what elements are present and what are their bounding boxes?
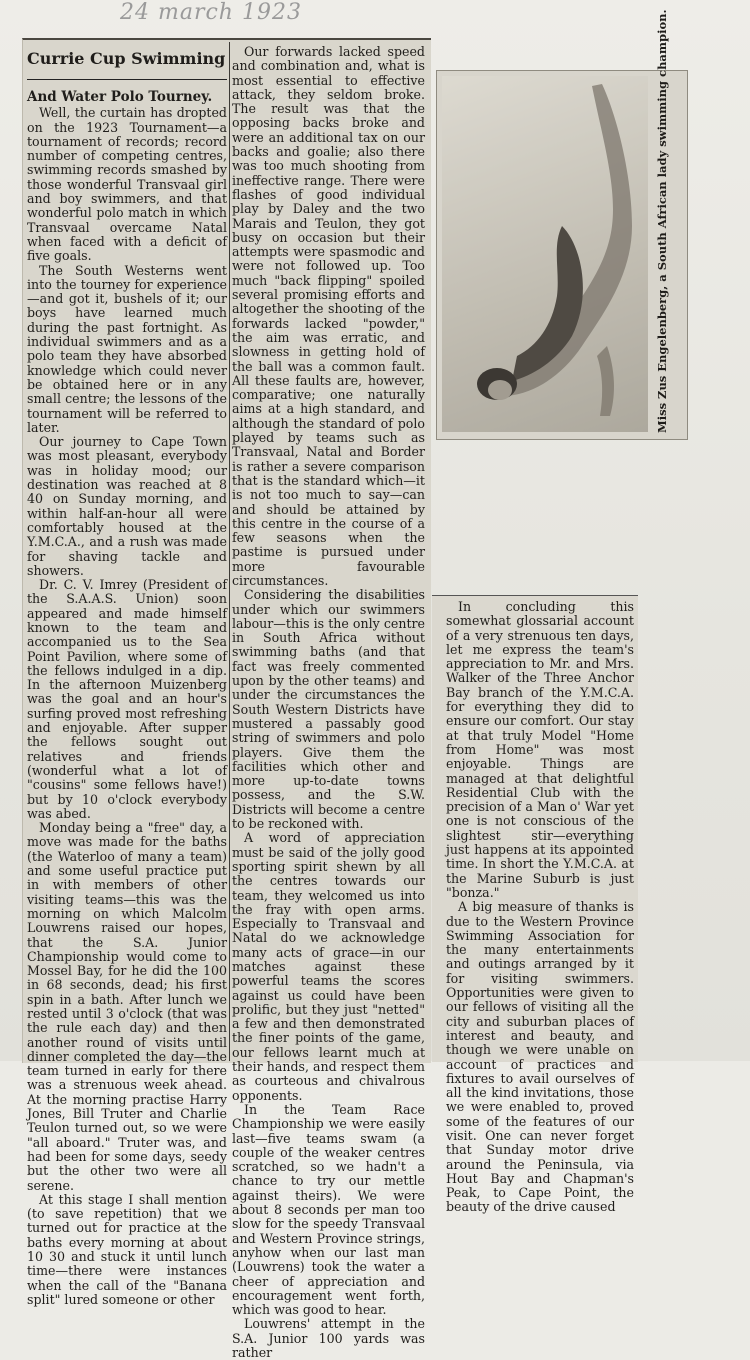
article-paragraph: Well, the curtain has dropted on the 1923 Tournament—a tournament of records; record number of competing centres, swimming records smashed by those wonderful Transvaal girl and boy swimmers, and that wonderful polo match in which Transvaal overcame Natal when faced with a deficit of five goals.: [27, 105, 227, 264]
article-headline: Currie Cup Swimming: [27, 49, 227, 80]
article-paragraph: Our forwards lacked speed and combination and, what is most essential to effective attack, they seldom broke. The result was that the opposing backs broke and were an additional tax on our backs and goalie; also there was too much shooting from ineffective range. There were flashes of good individual play by Daley and the two Marais and Teulon, they got busy on occasion but their attempts were spasmodic and were not followed up. Too much "back flipping" spoiled several promising efforts and altogether the shooting of the forwards lacked "powder," the aim was erratic, and slowness in getting hold of the ball was a common fault. All these faults are, however, comparative; one naturally aims at a high standard, and although the standard of polo played by teams such as Transvaal, Natal and Border is rather a severe comparison that is the standard which—it is not too much to say—can and should be attained by this centre in the course of a few seasons when the pastime is pursued under more favourable circumstances.: [232, 44, 425, 588]
article-paragraph: In concluding this somewhat glossarial account of a very strenuous ten days, let me express the team's appreciation to Mr. and Mrs. Walker of the Three Anchor Bay branch of the Y.M.C.A. for everything they did to ensure our comfort. Our stay at that truly Model "Home from Home" was most enjoyable. Things are managed at that delightful Residential Club with the precision of a Man o' War yet one is not conscious of the slightest stir—everything just happens at its appointed time. In short the Y.M.C.A. at the Marine Suburb is just "bonza.": [446, 599, 634, 900]
article-column-2: [232, 44, 425, 1360]
article-paragraph: The South Westerns went into the tourney for experience—and got it, bushels of it; our boys have learned much during the past fortnight. As individual swimmers and as a polo team they have absorbed knowledge which could never be obtained here or in any small centre; the lessons of the tournament will be referred to later.: [27, 262, 227, 435]
photo-caption: Miss Zus Engelenberg, a South African lady swimming champion.: [655, 9, 669, 433]
article-column-3: [446, 599, 634, 1215]
handwritten-date: 24 march 1923: [120, 0, 302, 25]
article-paragraph: In the Team Race Championship we were easily last—five teams swam (a couple of the weaker centres scratched, so we hadn't a chance to try our mettle against theirs). We were about 8 seconds per man too slow for the speedy Transvaal and Western Province strings, anyhow when our last man (Louwrens) took the water a cheer of appreciation and encouragement went forth, which was good to hear.: [232, 1101, 425, 1318]
article-paragraph: Considering the disabilities under which our swimmers labour—this is the only centre in South Africa without swimming baths (and that fact was freely commented upon by the other teams) and under the circumstances the South Western Districts have mustered a passably good string of swimmers and polo players. Give them the facilities which other and more up-to-date towns possess, and the S.W. Districts will become a centre to be reckoned with.: [232, 587, 425, 832]
article-subheadline: And Water Polo Tourney.: [27, 89, 213, 105]
article-paragraph: A big measure of thanks is due to the Western Province Swimming Association for the many entertainments and outings arranged by it for visiting swimmers. Opportunities were given to our fellows of visiting all the city and suburban places of interest and beauty, and though we were unable on account of practices and fixtures to avail ourselves of all the kind invitations, those we were enabled to, proved some of the features of our visit. One can never forget that Sunday motor drive around the Peninsula, via Hout Bay and Chapman's Peak, to Cape Point, the beauty of the drive caused: [446, 899, 634, 1215]
article-paragraph: At this stage I shall mention (to save repetition) that we turned out for practice at the baths every morning at about 10 30 and stuck it until lunch time—there were instances when the call of the "Banana split" lured someone or other: [27, 1191, 227, 1307]
article-paragraph: Louwrens' attempt in the S.A. Junior 100 yards was rather: [232, 1316, 425, 1360]
article-paragraph: Our journey to Cape Town was most pleasant, everybody was in holiday mood; our destination was reached at 8 40 on Sunday morning, and within half-an-hour all were comfortably housed at the Y.M.C.A., and a rush was made for shaving tackle and showers.: [27, 434, 227, 578]
photo-clipping: [436, 9, 688, 440]
swimmer-photo: [442, 76, 648, 432]
column-rule: [229, 42, 230, 1061]
article-paragraph: Monday being a "free" day, a move was made for the baths (the Waterloo of many a team) and some useful practice put in with members of other visiting teams—this was the morning on which Malcolm Louwrens raised our hopes, that the S.A. Junior Championship would come to Mossel Bay, for he did the 100 in 68 seconds, dead; his first spin in a bath. After lunch we rested until 3 o'clock (that was the rule each day) and then another round of visits until dinner completed the day—the team turned in early for there was a strenuous week ahead. At the morning practise Harry Jones, Bill Truter and Charlie Teulon turned out, so we were "all aboard." Truter was, and had been for some days, seedy but the other two were all serene.: [27, 820, 227, 1193]
article-paragraph: Dr. C. V. Imrey (President of the S.A.A.S. Union) soon appeared and made himself known to the team and accompanied us to the Sea Point Pavilion, where some of the fellows indulged in a dip. In the afternoon Muizenberg was the goal and an hour's surfing proved most refreshing and enjoyable. After supper the fellows sought out relatives and friends (wonderful what a lot of "cousins" some fellows have!) but by 10 o'clock everybody was abed.: [27, 577, 227, 821]
swimmer-figure-illustration: [442, 76, 648, 432]
article-column-1: [27, 45, 227, 1307]
article-paragraph: A word of appreciation must be said of the jolly good sporting spirit shewn by all the centres towards our team, they welcomed us into the fray with open arms. Especially to Transvaal and Natal do we acknowledge many acts of grace—in our matches against these powerful teams the scores against us could have been prolific, but they just "netted" a few and then demonstrated the finer points of the game, our fellows learnt much at their hands, and respect them as courteous and chivalrous opponents.: [232, 830, 425, 1103]
